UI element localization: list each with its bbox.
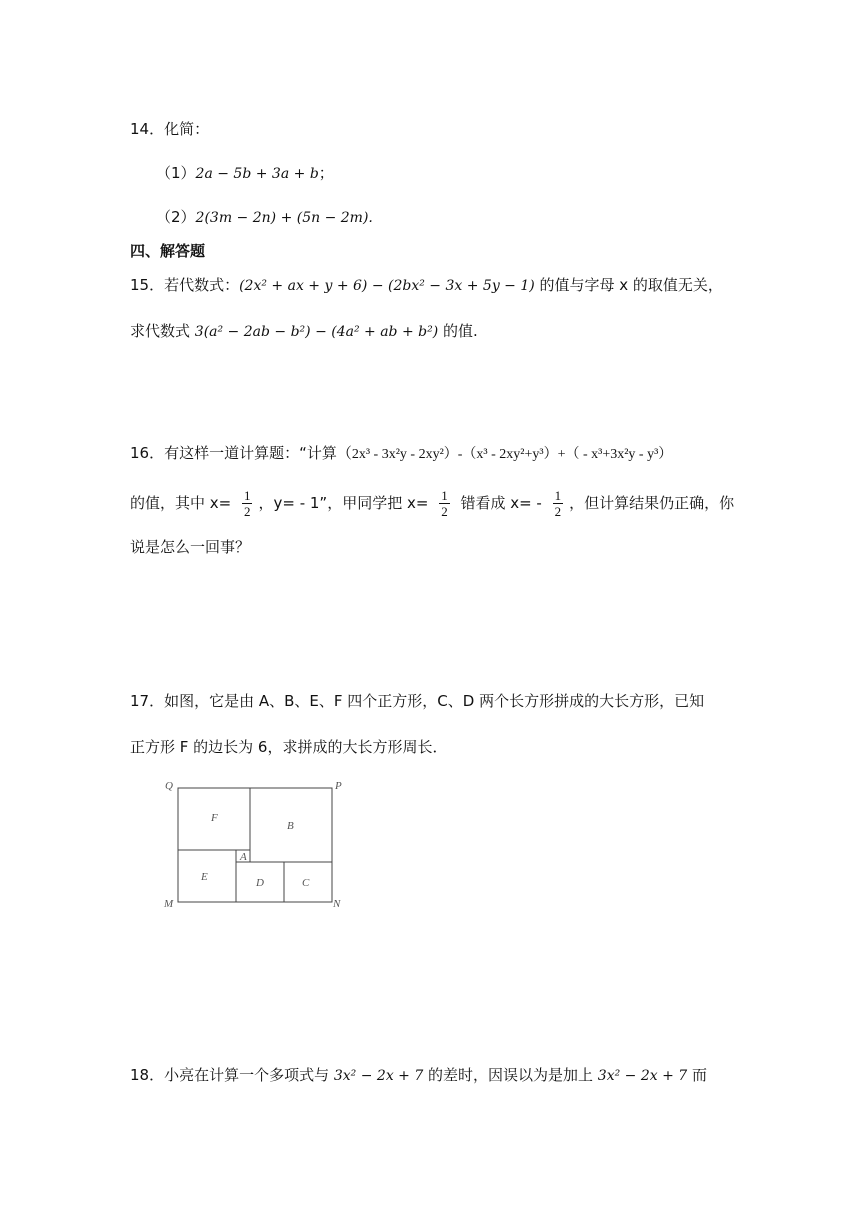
q15-prefix2: 求代数式 — [130, 322, 195, 340]
rectangle-figure — [160, 776, 360, 911]
q15-suffix2: 的值. — [438, 322, 478, 340]
q17-line2: 正方形 F 的边长为 6，求拼成的大长方形周长． — [130, 738, 448, 756]
q16-line1 — [130, 442, 672, 466]
q18-suffix: 而 — [687, 1066, 707, 1084]
label-f: F — [211, 812, 218, 824]
q15-expression2: 3(a² − 2ab − b²) − (4a² + ab + b²) — [194, 324, 439, 340]
q16-line2-d: ，但计算结果仍正确，你 — [569, 494, 735, 512]
q18-middle: 的差时，因误以为是加上 — [423, 1066, 598, 1084]
q16-line2 — [130, 488, 734, 519]
corner-m-label: M — [164, 898, 174, 910]
q14-part1 — [156, 162, 334, 185]
q16-fraction-3: $\frac{1}{2}$ — [554, 488, 562, 519]
section-heading: 四、解答题 — [130, 242, 206, 260]
q15-expression1: (2x² + ax + y + 6) − (2bx² − 3x + 5y − 1) — [239, 278, 535, 294]
q17-line1: 17．如图，它是由 A、B、E、F 四个正方形，C、D 两个长方形拼成的大长方形，已知 — [130, 692, 705, 710]
q16-line2-c: 错看成 x= - — [455, 494, 547, 512]
q16-line2-a: 的值，其中 x= — [130, 494, 236, 512]
q18-prefix: 18．小亮在计算一个多项式与 — [130, 1066, 334, 1084]
q14-part1-expression: 2a − 5b + 3a + b — [195, 166, 319, 182]
corner-n-label: N — [333, 898, 341, 910]
q16-fraction-1: $\frac{1}{2}$ — [243, 488, 251, 519]
q18-expression1: 3x² − 2x + 7 — [333, 1068, 424, 1084]
q15-line1 — [130, 274, 723, 297]
q16-fraction-2: $\frac{1}{2}$ — [441, 488, 448, 519]
label-c: C — [302, 877, 310, 889]
q14-part2-expression: 2(3m − 2n) + (5n − 2m). — [195, 210, 373, 226]
q14-part2-label: （2） — [156, 208, 196, 226]
label-d: D — [256, 877, 264, 889]
q14-part2 — [156, 206, 373, 229]
q18-line1 — [130, 1064, 707, 1087]
label-b: B — [287, 820, 294, 832]
q16-line3: 说是怎么一回事？ — [130, 538, 251, 556]
label-e: E — [201, 871, 208, 883]
corner-p-label: P — [335, 780, 342, 792]
label-a: A — [240, 851, 247, 863]
q18-expression2: 3x² − 2x + 7 — [597, 1068, 688, 1084]
q16-line1-expression: 2x³ - 3x²y - 2xy²）-（x³ - 2xy²+y³）+（ - x³+3x²y - y³） — [351, 447, 673, 462]
q14-part1-end: ； — [318, 164, 334, 182]
q15-suffix1: 的值与字母 x 的取值无关， — [534, 276, 723, 294]
corner-q-label: Q — [165, 780, 173, 792]
q16-line2-b: ，y= - 1”，甲同学把 x= — [258, 494, 434, 512]
q15-line2 — [130, 320, 478, 343]
q14-title: 14．化简： — [130, 120, 210, 138]
q15-prefix: 15．若代数式： — [130, 276, 240, 294]
q14-part1-label: （1） — [156, 164, 196, 182]
q16-line1-prefix: 16．有这样一道计算题：“计算（ — [130, 444, 352, 462]
